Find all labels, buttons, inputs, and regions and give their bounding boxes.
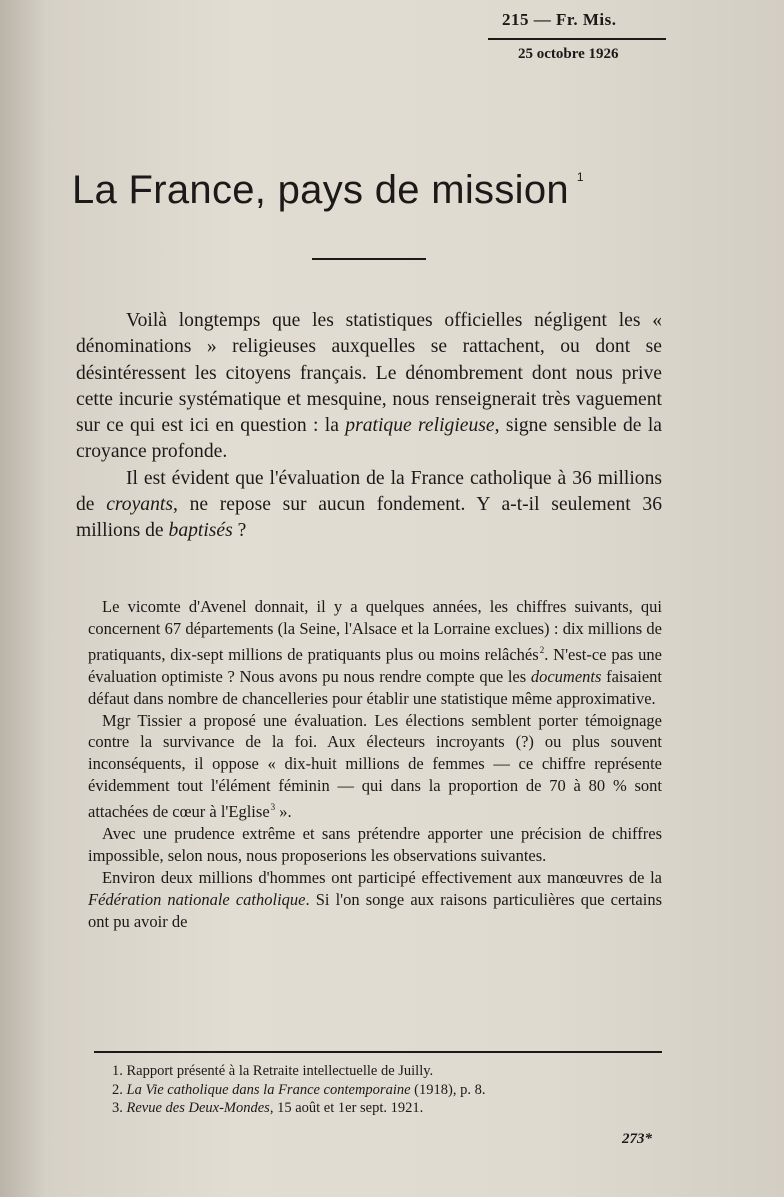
intro-paragraph-1 xyxy=(76,308,662,466)
text-run: , ne repose sur aucun fondement. Y a-t-il seulement 36 millions de xyxy=(76,494,662,542)
text-run: Environ deux millions d'hommes ont participé effectivement aux manœuvres de la xyxy=(102,867,662,887)
text-run: , 15 août et 1er sept. 1921. xyxy=(269,1100,424,1117)
page-title xyxy=(72,168,672,213)
text-run: . Si l'on songe aux raisons particulières que certains ont pu avoir de xyxy=(88,889,662,931)
footnote-3 xyxy=(112,1099,672,1118)
body-paragraph-4 xyxy=(88,867,662,933)
footnotes-rule xyxy=(94,1051,662,1053)
text-run: Il est évident que l'évaluation de la France catholique à 36 millions de xyxy=(76,467,662,516)
text-run: Avec une prudence extrême et sans prétendre apporter une précision de chiffres impossible, selon nous, nous proposerions les observations suivantes. xyxy=(88,824,662,865)
title-note-mark: 1 xyxy=(576,170,584,184)
emphasis-run: croyants xyxy=(106,494,173,516)
header-rule xyxy=(488,38,666,40)
intro-text xyxy=(76,308,662,545)
text-run: ». xyxy=(275,802,292,822)
body-paragraph-2 xyxy=(88,710,662,824)
body-paragraph-3 xyxy=(88,823,662,867)
footnote-2 xyxy=(112,1081,672,1100)
body-text xyxy=(88,596,662,933)
footnotes xyxy=(112,1062,672,1118)
intro-paragraph-2 xyxy=(76,466,662,545)
page-number: 273* xyxy=(622,1131,652,1147)
text-run: , signe sensible de la croyance profonde. xyxy=(76,415,662,463)
text-run: 1. Rapport présenté à la Retraite intellectuelle de Juilly. xyxy=(112,1063,434,1079)
emphasis-run: baptisés xyxy=(168,520,233,542)
text-run: Le vicomte d'Avenel donnait, il y a quelques années, les chiffres suivants, qui concernent 67 départements (la Seine, l'Alsace et la Lorraine exclues) : dix millions de pratiquants, dix-sept millions de pratiquants plus ou moins relâchés xyxy=(88,597,662,664)
title-text: La France, pays de mission xyxy=(72,168,569,212)
text-run: Mgr Tissier a proposé une évaluation. Les élections semblent porter témoignage contre la survivance de la foi. Aux électeurs incroyants (?) ou plus souvent inconséquents, il oppose « dix-huit millions de femmes — ce chiffre représente évidemment tout l'élément féminin — qui dans la proportion de 70 à 80 % sont attachées de cœur à l'Eglise xyxy=(88,710,662,822)
footnote-1 xyxy=(112,1062,672,1081)
emphasis-run: pratique religieuse xyxy=(345,415,495,437)
text-run: Voilà longtemps que les statistiques officielles négligent les « dénominations » religieuses auxquelles se rattachent, ou dont se désintéressent les citoyens français. Le dénombrement dont nous prive cette incurie systématique et mesquine, nous renseignerait très vaguement sur ce qui est ici en question : la xyxy=(76,310,662,437)
emphasis-run: Fédération nationale catholique xyxy=(88,889,306,909)
text-run: 2. xyxy=(112,1081,127,1098)
body-paragraph-1 xyxy=(88,596,662,710)
title-rule xyxy=(312,258,426,260)
text-run: faisaient défaut dans nombre de chancelleries pour établir une statistique même approximative. xyxy=(88,666,662,708)
text-run: ? xyxy=(232,520,247,542)
text-run: 3. xyxy=(112,1100,127,1117)
header-folio: 215 — Fr. Mis. xyxy=(502,10,617,29)
text-run: (1918), p. 8. xyxy=(410,1081,486,1098)
text-run: . N'est-ce pas une évaluation optimiste ? Nous avons pu nous rendre compte que les xyxy=(88,644,663,686)
header-date: 25 octobre 1926 xyxy=(518,46,619,62)
footnote-ref: 2 xyxy=(539,644,545,655)
emphasis-run: La Vie catholique dans la France contemporaine xyxy=(126,1081,411,1098)
emphasis-run: documents xyxy=(530,666,602,686)
footnote-ref: 3 xyxy=(270,802,276,813)
emphasis-run: Revue des Deux-Mondes xyxy=(126,1100,270,1117)
